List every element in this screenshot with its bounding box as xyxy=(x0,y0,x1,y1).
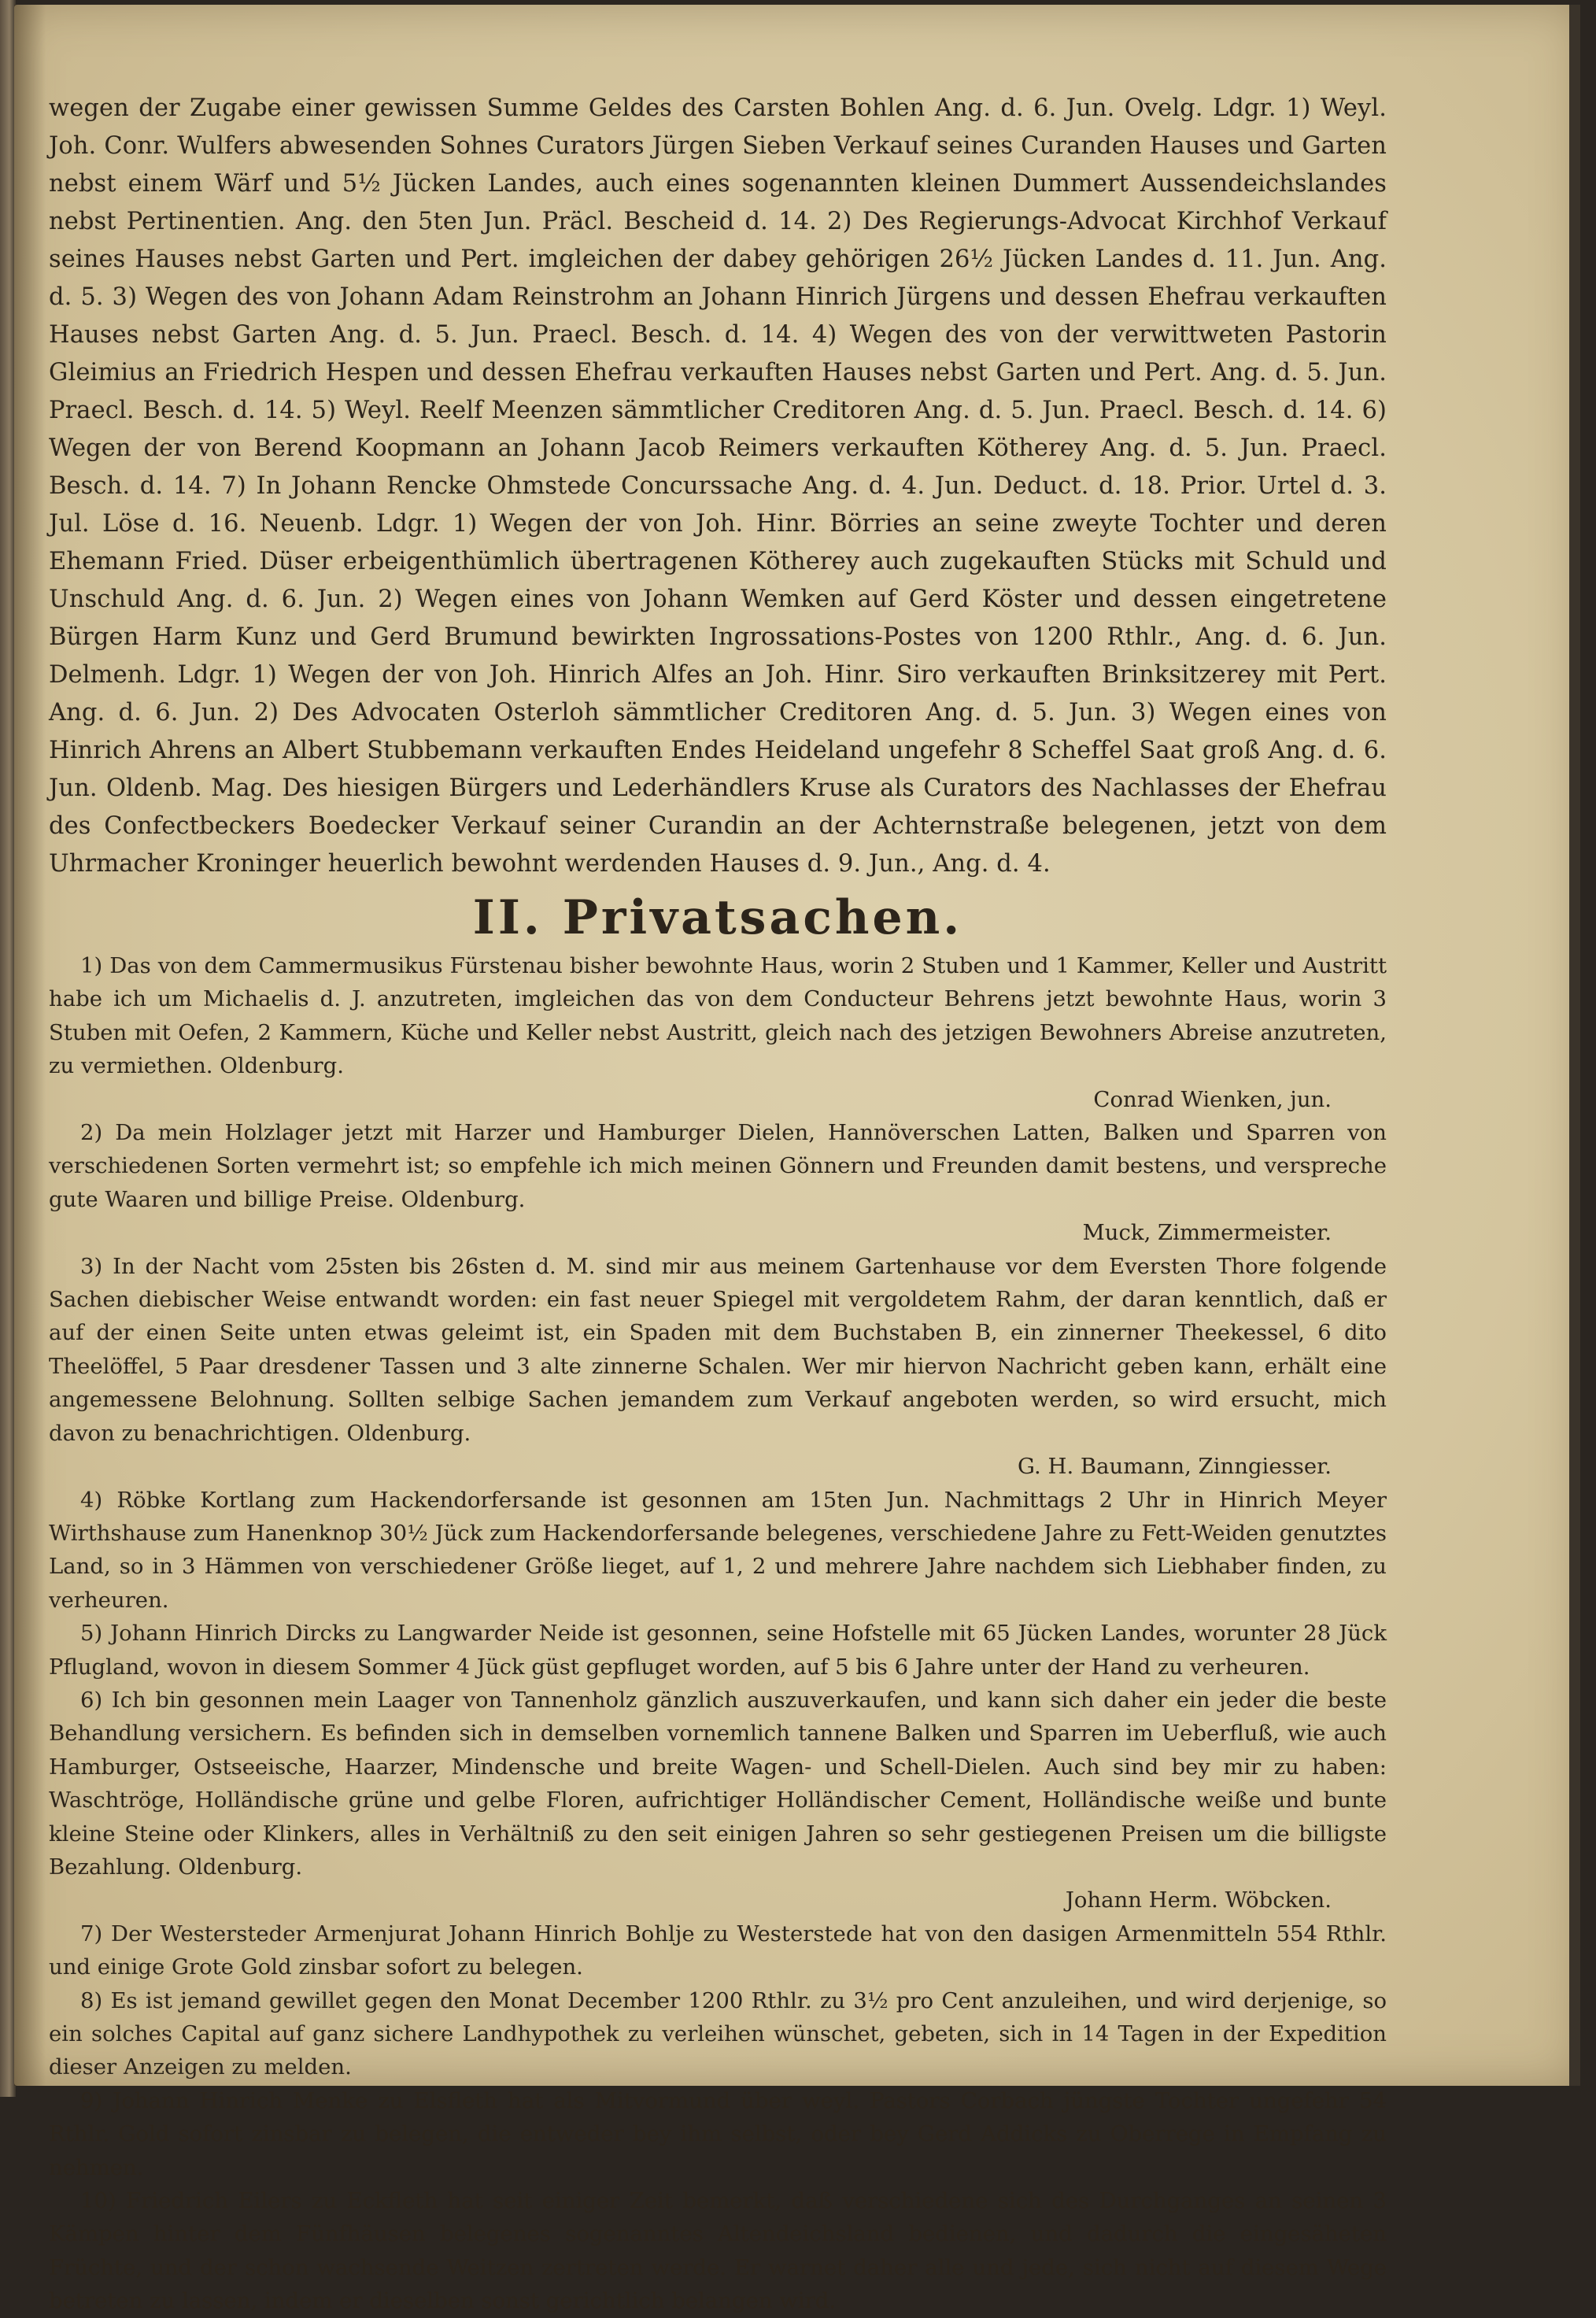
notice-signature-6: Johann Herm. Wöbcken. xyxy=(1065,1887,1332,1913)
notice-signature-2: Muck, Zimmermeister. xyxy=(1082,1220,1332,1246)
notice-signature-3: G. H. Baumann, Zinngiesser. xyxy=(1018,1454,1332,1480)
page-right-edge xyxy=(1569,5,1580,2086)
notice-item-4: 4) Röbke Kortlang zum Hackendorfersande ist gesonnen am 15ten Jun. Nachmittags 2 Uhr in Hinrich Meyer Wirthshause zum Hanenknop 30½ Jück zum Hackendorfersande belegenes, verschiedene Jahre zu Fett-Weiden genutztes Land, so in 3 Hämmen von verschiedener Größe lieget, auf 1, 2 und mehrere Jahre nachdem sich Liebhaber finden, zu verheuren. xyxy=(49,1487,1387,1613)
notice-item-9: 9) Johann Hinrich Menke zu Elsfleth hat als Mitvormund über weyl. Pastors Corbach jüngste Tochter ungefehr 54 Rthlr. Gold sofort zinsbar zu belegen, die entweder bey ihm selbst, oder bey Gerd Addicks zu Oberrege in Empfang zu nehmen. xyxy=(49,2087,1387,2180)
notice-signature-1: Conrad Wienken, jun. xyxy=(1093,1086,1332,1112)
newspaper-page xyxy=(14,5,1580,2314)
section-1-paragraph: wegen der Zugabe einer gewissen Summe Geldes des Carsten Bohlen Ang. d. 6. Jun. Ovelg. Ldgr. 1) Weyl. Joh. Conr. Wulfers abwesenden Sohnes Curators Jürgen Sieben Verkauf seines Curanden Hauses und Garten nebst einem Wärf und 5½ Jücken Landes, auch eines sogenannten kleinen Dummert Aussendeichslandes nebst Pertinentien. Ang. den 5ten Jun. Präcl. Bescheid d. 14. 2) Des Regierungs-Advocat Kirchhof Verkauf seines Hauses nebst Garten und Pert. imgleichen der dabey gehörigen 26½ Jücken Landes d. 11. Jun. Ang. d. 5. 3) Wegen des von Johann Adam Reinstrohm an Johann Hinrich Jürgens und dessen Ehefrau verkauften Hauses nebst Garten Ang. d. 5. Jun. Praecl. Besch. d. 14. 4) Wegen des von der verwittweten Pastorin Gleimius an Friedrich Hespen und dessen Ehefrau verkauften Hauses nebst Garten und Pert. Ang. d. 5. Jun. Praecl. Besch. d. 14. 5) Weyl. Reelf Meenzen sämmtlicher Creditoren Ang. d. 5. Jun. Praecl. Besch. d. 14. 6) Wegen der von Berend Koopmann an Johann Jacob Reimers verkauften Kötherey Ang. d. 5. Jun. Praecl. Besch. d. 14. 7) In Johann Rencke Ohmstede Concurssache Ang. d. 4. Jun. Deduct. d. 18. Prior. Urtel d. 3. Jul. Löse d. 16. Neuenb. Ldgr. 1) Wegen der von Joh. Hinr. Börries an seine zweyte Tochter und deren Ehemann Fried. Düser erbeigenthümlich übertragenen Kötherey auch zugekauften Stücks mit Schuld und Unschuld Ang. d. 6. Jun. 2) Wegen eines von Johann Wemken auf Gerd Köster und dessen eingetretene Bürgen Harm Kunz und Gerd Brumund bewirkten Ingrossations-Postes von 1200 Rthlr., Ang. d. 6. Jun. Delmenh. Ldgr. 1) Wegen der von Joh. Hinrich Alfes an Joh. Hinr. Siro verkauften Brinksitzerey mit Pert. Ang. d. 6. Jun. 2) Des Advocaten Osterloh sämmtlicher Creditoren Ang. d. 5. Jun. 3) Wegen eines von Hinrich Ahrens an Albert Stubbemann verkauften Endes Heideland ungefehr 8 Scheffel Saat groß Ang. d. 6. Jun. Oldenb. Mag. Des hiesigen Bürgers und Lederhändlers Kruse als Curators des Nachlasses der Ehefrau des Confectbeckers Boedecker Verkauf seiner Curandin an der Achternstraße belegenen, jetzt von dem Uhrmacher Kroninger heuerlich bewohnt werdenden Hauses d. 9. Jun., Ang. d. 4. xyxy=(49,94,1387,878)
notice-item-1: 1) Das von dem Cammermusikus Fürstenau bisher bewohnte Haus, worin 2 Stuben und 1 Kammer, Keller und Austritt habe ich um Michaelis d. J. anzutreten, imgleichen das von dem Conducteur Behrens jetzt bewohnte Haus, worin 3 Stuben mit Oefen, 2 Kammern, Küche und Keller nebst Austritt, gleich nach des jetzigen Bewohners Abreise anzutreten, zu vermiethen. Oldenburg. Conrad Wienken, jun. xyxy=(49,949,1387,1116)
section-2-heading: II. Privatsachen. xyxy=(472,890,963,945)
section-1-continuation xyxy=(49,90,1387,883)
page-text xyxy=(49,90,1387,2318)
previous-page-edge xyxy=(0,0,16,2097)
notice-item-6: 6) Ich bin gesonnen mein Laager von Tannenholz gänzlich auszuverkaufen, und kann sich daher ein jeder die beste Behandlung versichern. Es befinden sich in demselben vornemlich tannene Balken und Sparren im Ueberfluß, wie auch Hamburger, Ostseeische, Haarzer, Mindensche und breite Wagen- und Schell-Dielen. Auch sind bey mir zu haben: Waschtröge, Holländische grüne und gelbe Floren, aufrichtiger Holländischer Cement, Holländische weiße und bunte kleine Steine oder Klinkers, alles in Verhältniß zu den seit einigen Jahren so sehr gestiegenen Preisen um die billigste Bezahlung. Oldenburg. Johann Herm. Wöbcken. xyxy=(49,1684,1387,1917)
notice-item-7: 7) Der Westersteder Armenjurat Johann Hinrich Bohlje zu Westerstede hat von den dasigen Armenmitteln 554 Rthlr. und einige Grote Gold zinsbar sofort zu belegen. xyxy=(49,1921,1387,1980)
notice-item-2: 2) Da mein Holzlager jetzt mit Harzer und Hamburger Dielen, Hannöverschen Latten, Balken und Sparren von verschiedenen Sorten vermehrt ist; so empfehle ich mich meinen Gönnern und Freunden damit bestens, und verspreche gute Waaren und billige Preise. Oldenburg. Muck, Zimmermeister. xyxy=(49,1116,1387,1250)
notice-item-8: 8) Es ist jemand gewillet gegen den Monat December 1200 Rthlr. zu 3½ pro Cent anzuleihen, und wird derjenige, so ein solches Capital auf ganz sichere Landhypothek zu verleihen wünschet, gebeten, sich in 14 Tagen in der Expedition dieser Anzeigen zu melden. xyxy=(49,1987,1387,2080)
section-2-items xyxy=(49,949,1387,2318)
page-gutter-shadow xyxy=(14,5,46,2086)
notice-item-5: 5) Johann Hinrich Dircks zu Langwarder Neide ist gesonnen, seine Hofstelle mit 65 Jücken Landes, worunter 28 Jück Pflugland, wovon in diesem Sommer 4 Jück güst gepfluget worden, auf 5 bis 6 Jahre unter der Hand zu verheuren. xyxy=(49,1621,1387,1680)
notice-item-10: 10) Friedrich Eilers zu Eckfleth hat seit einiger Zeit bemerkt, daß verschiedene sich des Durchganges an seinen 3 Kämpen hinter dem Fünfhäusen belegenes sogenanntes Altendeichsland bedienen, und dadurch die eingesäheten Früchte, und der schon wachsende Weitzen zertreten werde. Er warnet daher alle und jede, sich nicht auf diesem Wege betreten zu lassen, indem er dieselben sonst gerichtlich belangen wird. xyxy=(49,2188,1387,2314)
notice-item-3: 3) In der Nacht vom 25sten bis 26sten d. M. sind mir aus meinem Gartenhause vor dem Eversten Thore folgende Sachen diebischer Weise entwandt worden: ein fast neuer Spiegel mit vergoldetem Rahm, der daran kenntlich, daß er auf der einen Seite unten etwas geleimt ist, ein Spaden mit dem Buchstaben B, ein zinnerner Theekessel, 6 dito Theelöffel, 5 Paar dresdener Tassen und 3 alte zinnerne Schalen. Wer mir hiervon Nachricht geben kann, erhält eine angemessene Belohnung. Sollten selbige Sachen jemandem zum Verkauf angeboten werden, so wird ersucht, mich davon zu benachrichtigen. Oldenburg. G. H. Baumann, Zinngiesser. xyxy=(49,1250,1387,1484)
